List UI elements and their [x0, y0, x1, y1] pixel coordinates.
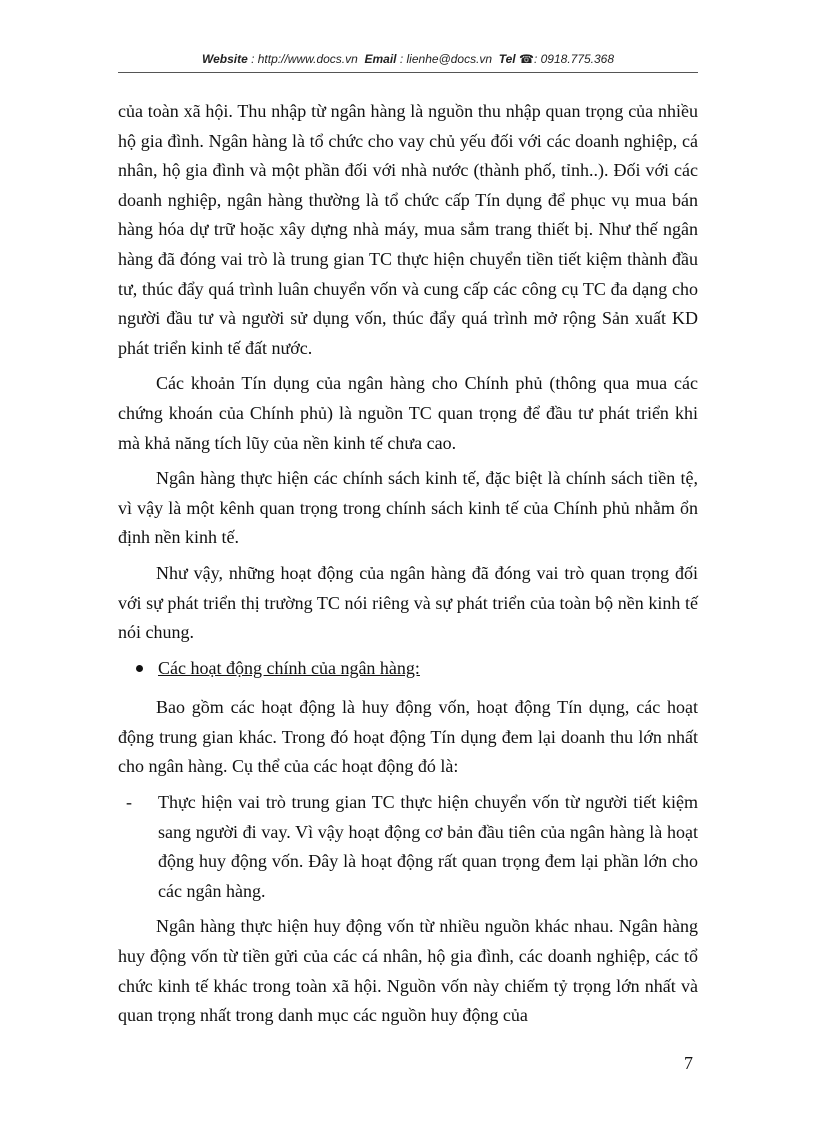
- paragraph-4: Như vậy, những hoạt động của ngân hàng đã đóng vai trò quan trọng đối với sự phát triển thị trường TC nói riêng và sự phát triển của toàn bộ nền kinh tế nói chung.: [118, 562, 698, 643]
- page-number: 7: [684, 1053, 693, 1073]
- phone-icon: ☎: [519, 52, 534, 66]
- email-label: Email: [364, 52, 397, 66]
- website-value: : http://www.docs.vn: [251, 52, 358, 66]
- paragraph-2: Các khoản Tín dụng của ngân hàng cho Chính phủ (thông qua mua các chứng khoán của Chính phủ) là nguồn TC quan trọng để đầu tư phát triển khi mà khả năng tích lũy của nền kinh tế chưa cao.: [118, 373, 698, 453]
- paragraph-5: Bao gồm các hoạt động là huy động vốn, hoạt động Tín dụng, các hoạt động trung gian khác. Trong đó hoạt động Tín dụng đem lại doanh thu lớn nhất cho ngân hàng. Cụ thể của các hoạt động đó là:: [118, 697, 698, 777]
- tel-value: : 0918.775.368: [533, 52, 615, 66]
- paragraph-1: của toàn xã hội. Thu nhập từ ngân hàng là nguồn thu nhập quan trọng của nhiều hộ gia đình. Ngân hàng là tổ chức cho vay chủ yếu đối với các doanh nghiệp, cá nhân, hộ gia đình và một phần đối với nhà nước (thành phố, tỉnh..). Đối với các doanh nghiệp, ngân hàng thường là tổ chức cấp Tín dụng để phục vụ mua bán hàng hóa dự trữ hoặc xây dựng nhà máy, mua sắm trang thiết bị. Như thế ngân hàng đã đóng vai trò là trung gian TC thực hiện chuyển tiền tiết kiệm thành đầu tư, thúc đẩy quá trình luân chuyển vốn và cung cấp các công cụ TC đa dạng cho người đầu tư và người sử dụng vốn, thúc đẩy quá trình mở rộng Sản xuất KD phát triển kinh tế đất nước.: [118, 101, 698, 358]
- paragraph-6: Ngân hàng thực hiện huy động vốn từ nhiều nguồn khác nhau. Ngân hàng huy động vốn từ tiền gửi của các cá nhân, hộ gia đình, các doanh nghiệp, các tổ chức kinh tế khác trong toàn xã hội. Nguồn vốn này chiếm tỷ trọng lớn nhất và quan trọng nhất trong danh mục các nguồn huy động của: [118, 916, 698, 1026]
- bullet-heading: [118, 654, 698, 684]
- paragraph-3: Ngân hàng thực hiện các chính sách kinh tế, đặc biệt là chính sách tiền tệ, vì vậy là một kênh quan trọng trong chính sách kinh tế của Chính phủ nhằm ổn định nền kinh tế.: [118, 468, 698, 548]
- website-label: Website: [201, 52, 248, 66]
- header-divider: [118, 72, 698, 73]
- dash-marker: -: [126, 792, 132, 813]
- bullet-icon: [136, 665, 143, 672]
- page-header: [118, 52, 698, 66]
- email-value: : lienhe@docs.vn: [399, 52, 493, 66]
- document-body: [118, 97, 698, 1037]
- tel-label: Tel: [498, 52, 516, 66]
- dash-list-item-text: Thực hiện vai trò trung gian TC thực hiện chuyển vốn từ người tiết kiệm sang người đi vay. Vì vậy hoạt động cơ bản đầu tiên của ngân hàng là hoạt động huy động vốn. Đây là hoạt động rất quan trọng đem lại phần lớn cho các ngân hàng.: [158, 792, 698, 901]
- bullet-heading-text: Các hoạt động chính của ngân hàng:: [158, 657, 420, 678]
- dash-list-item: [118, 788, 698, 906]
